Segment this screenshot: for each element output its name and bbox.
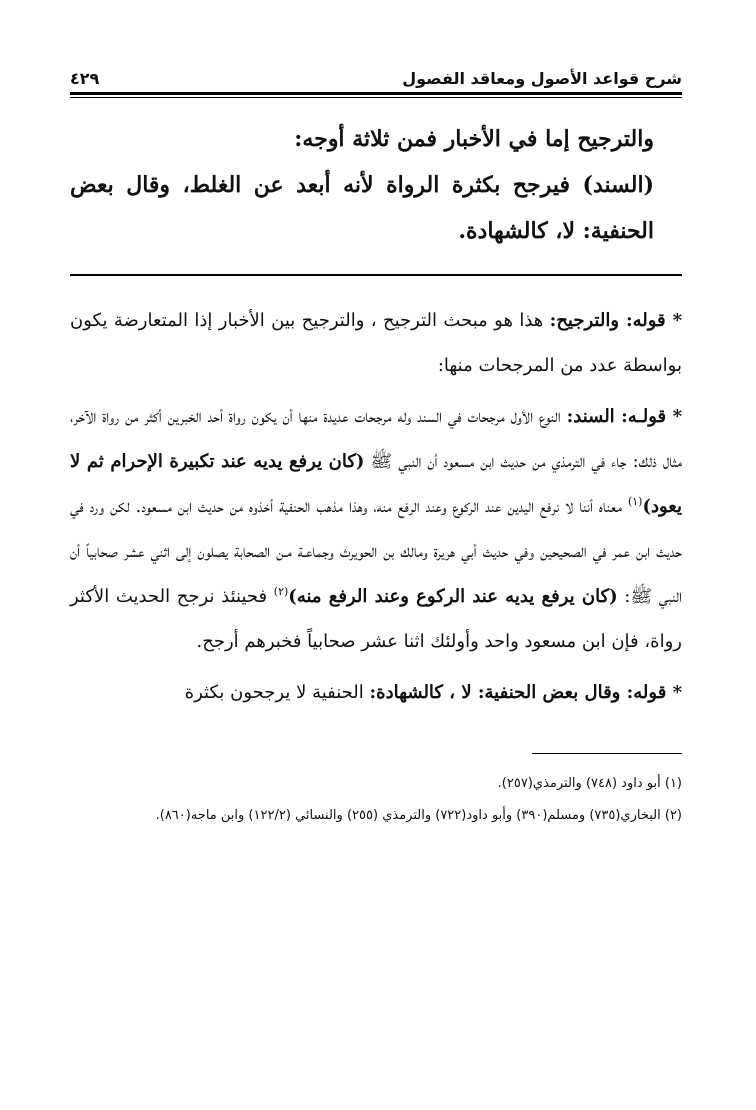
footnotes xyxy=(70,768,682,832)
footnote-2: (٢) البخاري(٧٣٥) ومسلم(٣٩٠) وأبو داود(٧٢٢) والترمذي (٢٥٥) والنسائي (١٢٢/٢) وابن ماجه(٨٦٠). xyxy=(155,808,682,823)
running-header xyxy=(70,54,682,88)
running-title: شرح قواعد الأصول ومعاقد الفصول xyxy=(402,69,682,88)
book-page xyxy=(70,54,682,1074)
footnote-1: (١) أبو داود (٧٤٨) والترمذي(٢٥٧). xyxy=(497,776,682,791)
commentary-text: الحنفية لا يرجحون بكثرة xyxy=(184,682,370,703)
commentary-paragraph-1 xyxy=(70,298,682,388)
page-number: ٤٢٩ xyxy=(70,69,100,88)
footnote-marker[interactable]: (٢) xyxy=(273,585,289,598)
main-text-line-2: (السند) فيرجح بكثرة الرواة لأنه أبعد عن الغلط، وقال بعض الحنفية: لا، كالشهادة. xyxy=(70,172,654,244)
main-text-line-1: والترجيح إما في الأخبار فمن ثلاثة أوجه: xyxy=(294,126,654,152)
main-text xyxy=(70,116,682,254)
footnote-marker[interactable]: (١) xyxy=(627,495,643,508)
commentary-text: فحينئذ نرجح الحديث الأكثر رواة، فإن ابن مسعود واحد وأولئك اثنا عشر صحابياً فخبرهم أرجح. xyxy=(70,586,682,652)
commentary-lead: * قوله: وقال بعض الحنفية: لا ، كالشهادة: xyxy=(369,682,682,703)
header-rule-thick xyxy=(70,92,682,95)
hadith-quote: (كان يرفع يديه عند تكبيرة الإحرام ثم لا يعود) xyxy=(70,451,682,517)
section-divider xyxy=(70,274,682,276)
commentary-text: معناه أننا لا نرفع اليدين عند الركوع وعند الرفع منه، وهذا مذهب الحنفية أخذوه من حديث ابن مسعود. لكن ورد في حديث ابن عمر في الصحيحين وفي حديث أبي هريرة ومالك بن الحويرث وجماعـة مـن الصحابة يصلون إلى اثني عشر صحابياً أن النبي ﷺ: xyxy=(70,496,682,607)
commentary xyxy=(70,298,682,715)
commentary-text: النوع الأول مرجحات في السند وله مرجحات عديدة منها أن يكون رواة أحد الخبرين أكثر من رواة الآخر، مثال ذلك: جاء في الترمذي من حديث ابن مسعود أن النبي ﷺ xyxy=(70,406,683,472)
commentary-lead: * قولـه: السند: xyxy=(566,406,682,427)
hadith-quote: (كان يرفع يديه عند الركوع وعند الرفع منه) xyxy=(288,586,618,607)
commentary-lead: * قوله: والترجيح: xyxy=(549,310,682,331)
header-rule-thin xyxy=(70,97,682,98)
footnote-divider xyxy=(532,753,682,754)
commentary-paragraph-2 xyxy=(70,394,682,664)
commentary-paragraph-3 xyxy=(70,670,682,715)
commentary-text: هذا هو مبحث الترجيح ، والترجيح بين الأخبار إذا المتعارضة يكون بواسطة عدد من المرجحات منها: xyxy=(70,310,682,376)
